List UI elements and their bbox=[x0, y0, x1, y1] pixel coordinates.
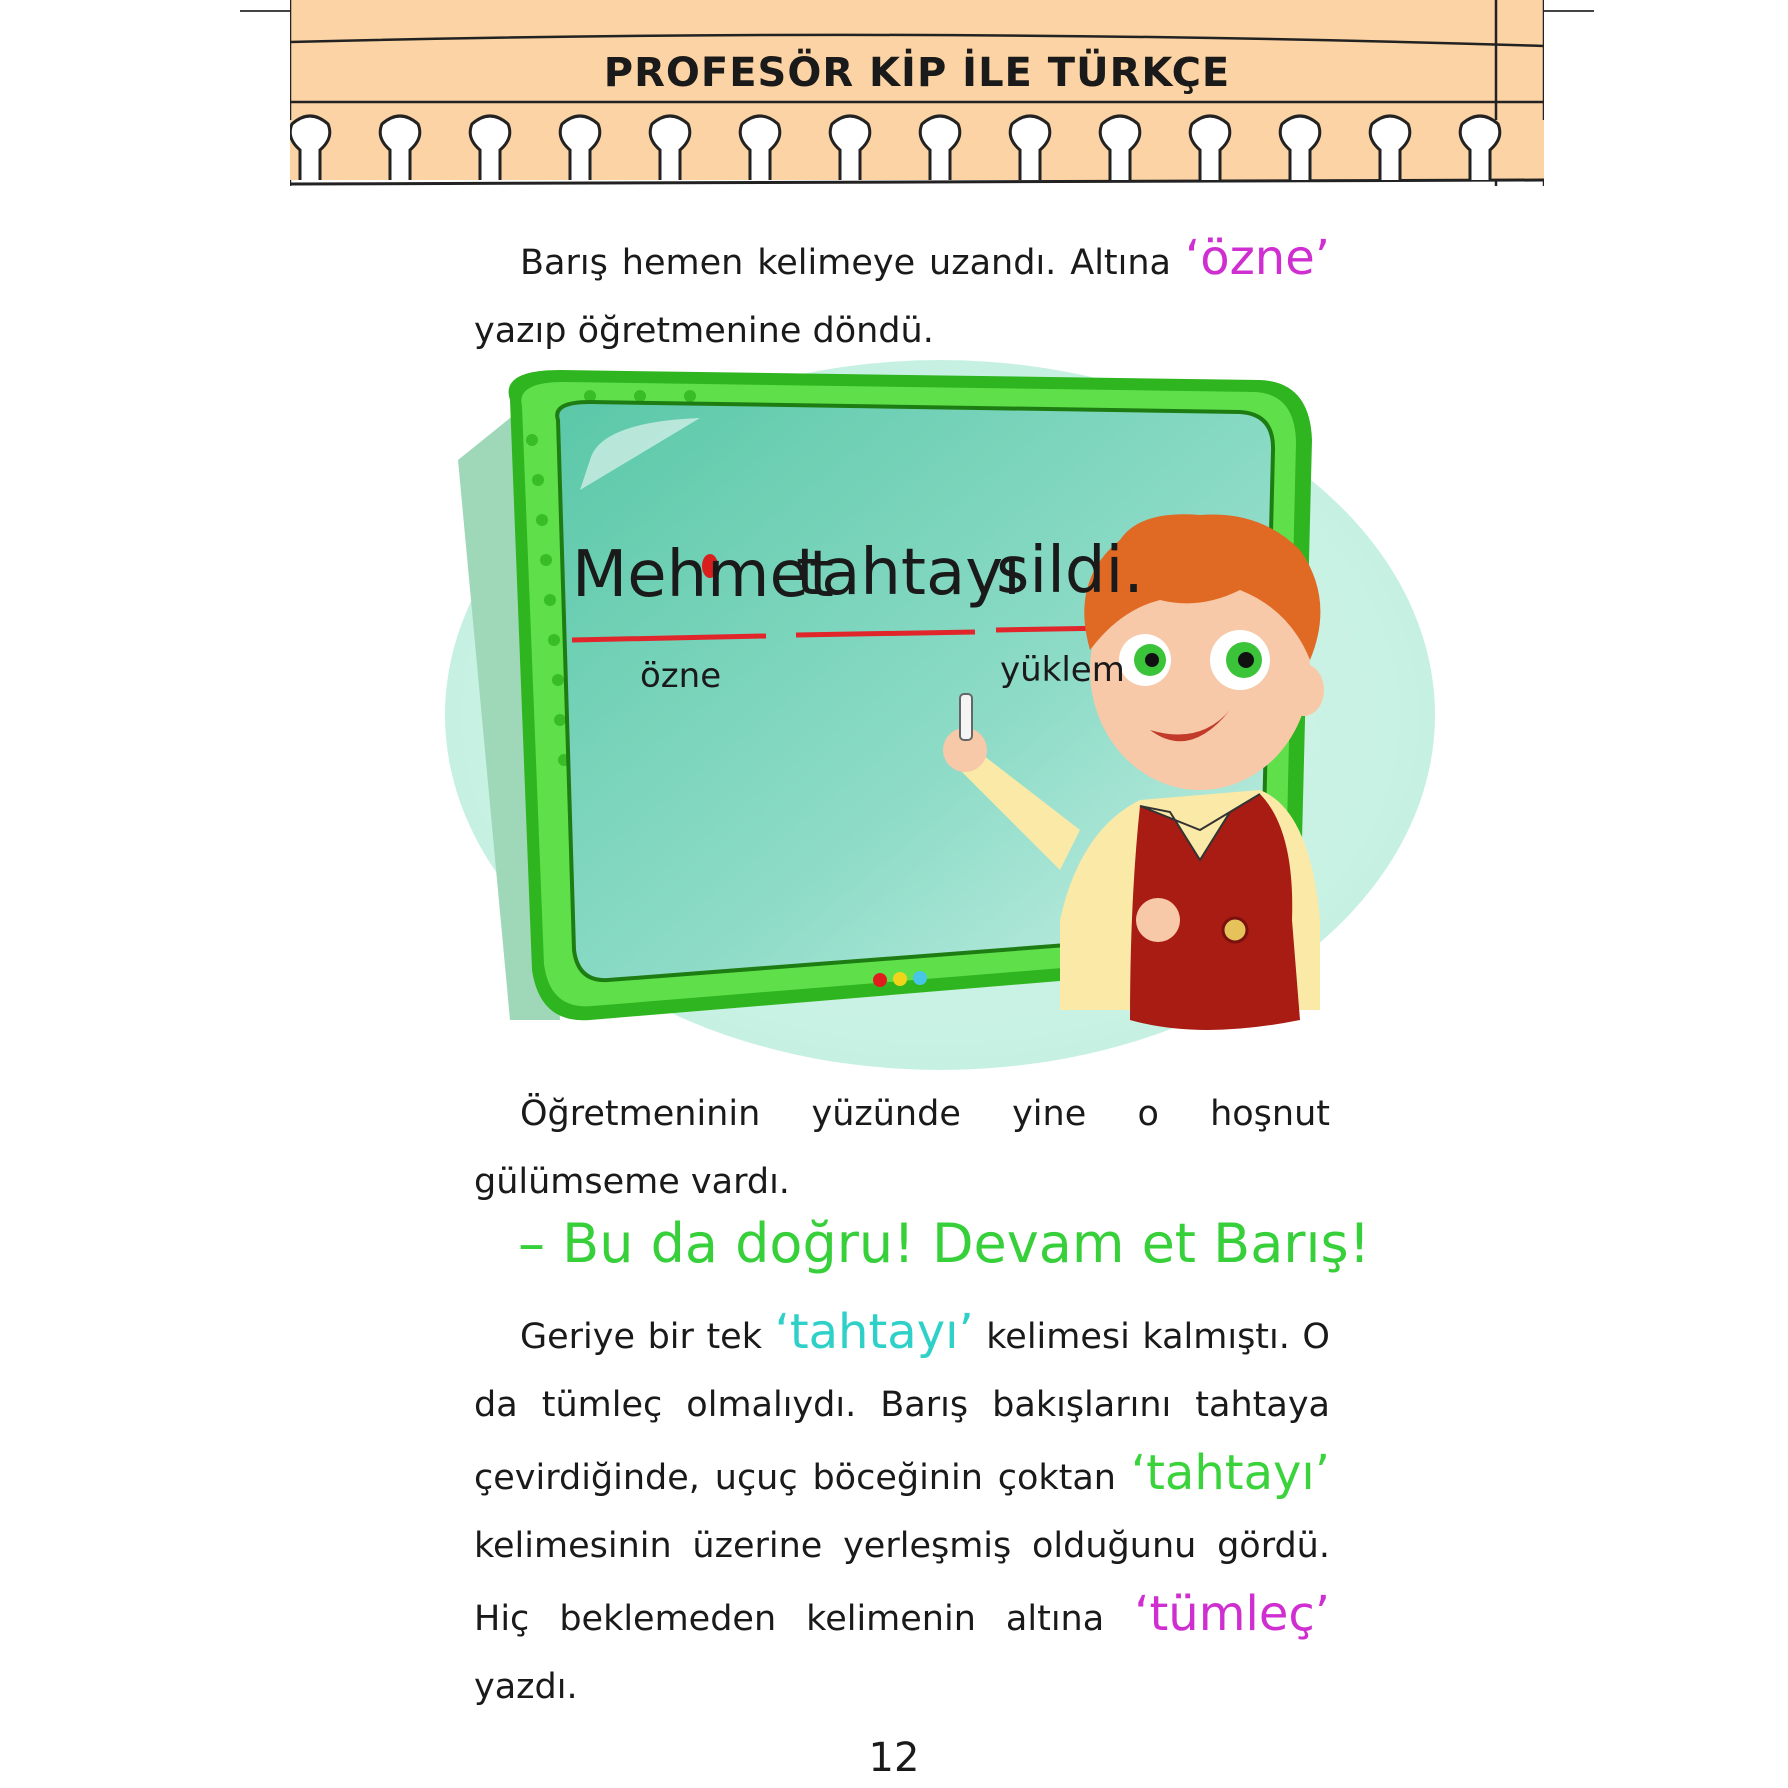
keyword-tahtayi-1: ‘tahtayı’ bbox=[774, 1304, 974, 1360]
header-banner bbox=[290, 0, 1544, 190]
paragraph-1 bbox=[474, 224, 1330, 365]
paragraph-2 bbox=[474, 1080, 1330, 1216]
chalkboard-illustration bbox=[440, 360, 1440, 1080]
boy-pupil-right bbox=[1238, 652, 1254, 668]
board-dot-blue bbox=[913, 971, 927, 985]
top-rule-left bbox=[240, 10, 290, 12]
paragraph-1-text-start: Barış hemen kelimeye uzandı. Altına bbox=[520, 243, 1171, 283]
board-dot-yellow bbox=[893, 972, 907, 986]
board-dot-red bbox=[873, 973, 887, 987]
dialogue-line: – Bu da doğru! Devam et Barış! bbox=[518, 1212, 1371, 1275]
keyword-tahtayi-2: ‘tahtayı’ bbox=[1130, 1445, 1330, 1501]
board-label-yuklem: yüklem bbox=[1000, 650, 1125, 690]
chalk-icon bbox=[960, 694, 972, 740]
keyword-tumlec: ‘tümleç’ bbox=[1134, 1586, 1330, 1642]
boy-hand-lower bbox=[1136, 898, 1180, 942]
paragraph-3-part-3: kelimesinin üzerine yerleşmiş olduğunu gördü. Hiç beklemeden kelimenin altına bbox=[474, 1526, 1330, 1639]
boy-badge bbox=[1223, 918, 1247, 942]
page-number: 12 bbox=[868, 1735, 920, 1781]
chalkboard-scene bbox=[440, 360, 1440, 1080]
board-word-sildi: sildi. bbox=[996, 534, 1144, 608]
paragraph-3-part-4: yazdı. bbox=[474, 1667, 578, 1707]
paragraph-2-text: Öğretmeninin yüzünde yine o hoşnut gülümseme vardı. bbox=[474, 1094, 1330, 1202]
paragraph-3-part-2: kelimesi kalmıştı. O da tümleç olmalıydı. Barış bakışlarını tahtaya çevirdiğinde, uçuç böceğinin çoktan bbox=[474, 1317, 1330, 1498]
boy-pupil-left bbox=[1145, 653, 1159, 667]
paragraph-3 bbox=[474, 1298, 1330, 1721]
paragraph-1-text-end: yazıp öğretmenine döndü. bbox=[474, 311, 934, 351]
underline-tahtayi bbox=[796, 632, 975, 635]
paragraph-3-part-1: Geriye bir tek bbox=[520, 1317, 762, 1357]
board-word-tahtayi: tahtayı bbox=[796, 536, 1021, 610]
header-title: PROFESÖR KİP İLE TÜRKÇE bbox=[603, 50, 1231, 96]
board-word-mehmet: Mehmet bbox=[572, 538, 834, 612]
board-label-ozne: özne bbox=[640, 656, 722, 696]
top-rule-right bbox=[1544, 10, 1594, 12]
keyword-ozne: ‘özne’ bbox=[1184, 230, 1330, 286]
